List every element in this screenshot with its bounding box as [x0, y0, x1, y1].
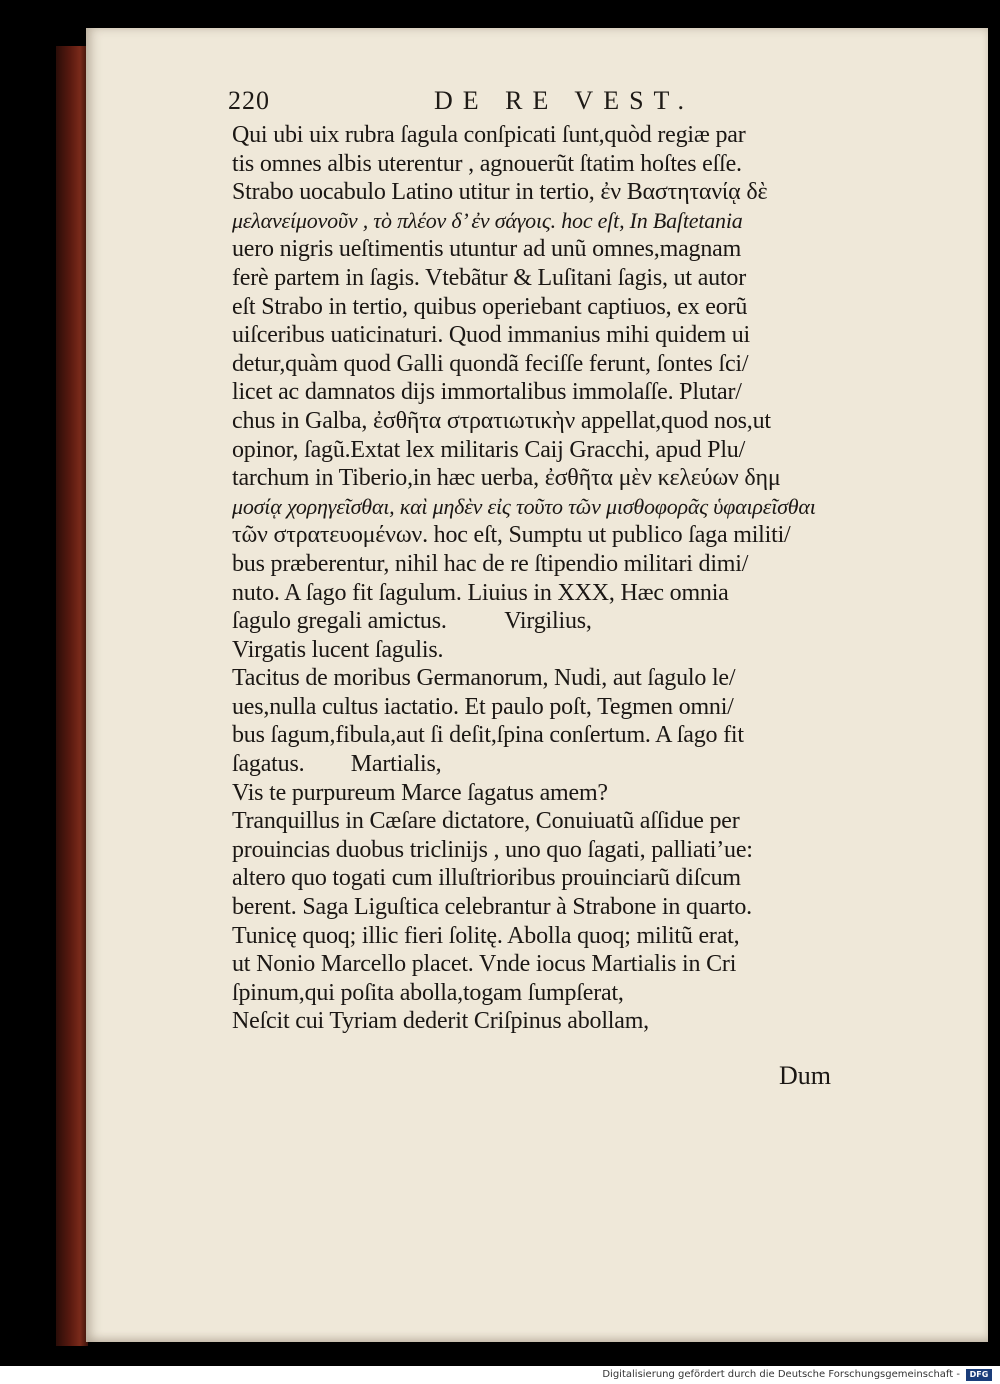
text-line: eſt Strabo in tertio, quibus operiebant captiuos, ex eorũ: [232, 293, 748, 320]
text-line: ſagatus. Martialis,: [232, 751, 442, 778]
page-header: [228, 86, 848, 116]
text-line: Tacitus de moribus Germanorum, Nudi, aut ſagulo le/: [232, 665, 736, 692]
text-line: uero nigris ueſtimentis utuntur ad unũ omnes,magnam: [232, 236, 742, 263]
text-line: Vis te purpureum Marce ſagatus amem?: [232, 779, 608, 806]
text-line: τῶν στρατευομένων. hoc eſt, Sumptu ut publico ſaga militi/: [232, 522, 791, 549]
text-line: licet ac damnatos dijs immortalibus immolaſſe. Plutar/: [232, 379, 742, 406]
text-line: Qui ubi uix rubra ſagula conſpicati ſunt,quòd regiæ par: [232, 122, 746, 148]
running-head: DE RE VEST.: [434, 86, 694, 115]
text-line: bus præberentur, nihil hac de re ſtipendio militari dimi/: [232, 550, 749, 577]
text-line: bus ſagum,fibula,aut ſi deſit,ſpina conſertum. A ſago fit: [232, 722, 744, 749]
funding-credit: Digitalisierung gefördert durch die Deutsche Forschungsgemeinschaft -: [602, 1369, 960, 1380]
text-line: ferè partem in ſagis. Vtebãtur & Luſitani ſagis, ut autor: [232, 264, 747, 291]
page-number: 220: [228, 86, 270, 115]
footer-bar: [0, 1366, 1000, 1384]
body-text: [232, 121, 852, 1036]
text-line: ut Nonio Marcello placet. Vnde iocus Martialis in Cri: [232, 951, 737, 978]
text-line: Tranquillus in Cæſare dictatore, Conuiuatũ aſſidue per: [232, 808, 740, 835]
text-line: μελανείμονοῦν , τὸ πλέον δ’ ἐν σάγοις. hoc eſt, In Baſtetania: [232, 207, 743, 233]
text-line: nuto. A ſago fit ſagulum. Liuius in XXX, Hæc omnia: [232, 579, 729, 606]
text-line: ſpinum,qui poſita abolla,togam ſumpſerat,: [232, 979, 624, 1006]
book-binding-edge: [56, 46, 88, 1346]
text-line: berent. Saga Liguſtica celebrantur à Strabone in quarto.: [232, 894, 752, 921]
catchword: Dum: [779, 1061, 831, 1090]
text-line: ues,nulla cultus iactatio. Et paulo poſt, Tegmen omni/: [232, 693, 734, 720]
text-line: Strabo uocabulo Latino utitur in tertio, ἐν Βαστητανίᾳ δὲ: [232, 179, 768, 206]
text-line: tis omnes albis uterentur , agnouerũt ſtatim hoſtes eſſe.: [232, 150, 742, 177]
text-line: chus in Galba, ἐσθῆτα στρατιωτικὴν appellat,quod nos,ut: [232, 407, 771, 434]
text-line: Tunicę quoq; illic fieri ſolitę. Abolla quoq; militũ erat,: [232, 922, 740, 949]
text-line: detur,quàm quod Galli quondã feciſſe ferunt, ſontes ſci/: [232, 350, 749, 377]
text-line: tarchum in Tiberio,in hæc uerba, ἐσθῆτα μὲν κελεύων δημ: [232, 465, 781, 492]
text-line: Virgatis lucent ſagulis.: [232, 636, 444, 663]
text-line: Neſcit cui Tyriam dederit Criſpinus abollam,: [232, 1008, 649, 1035]
text-line: ſagulo gregali amictus. Virgilius,: [232, 608, 592, 635]
text-line: μοσίᾳ χορηγεῖσθαι, καὶ μηδὲν εἰς τοῦτο τῶν μισθοφορᾶς ὑφαιρεῖσθαι: [232, 493, 816, 519]
text-line: altero quo togati cum illuſtrioribus prouinciarũ diſcum: [232, 865, 741, 892]
text-line: opinor, ſagũ.Extat lex militaris Caij Gracchi, apud Plu/: [232, 436, 746, 463]
text-line: prouincias duobus triclinijs , uno quo ſagati, palliati’ue:: [232, 836, 753, 863]
dfg-logo-icon: DFG: [966, 1369, 992, 1381]
text-line: uiſceribus uaticinaturi. Quod immanius mihi quidem ui: [232, 322, 750, 349]
